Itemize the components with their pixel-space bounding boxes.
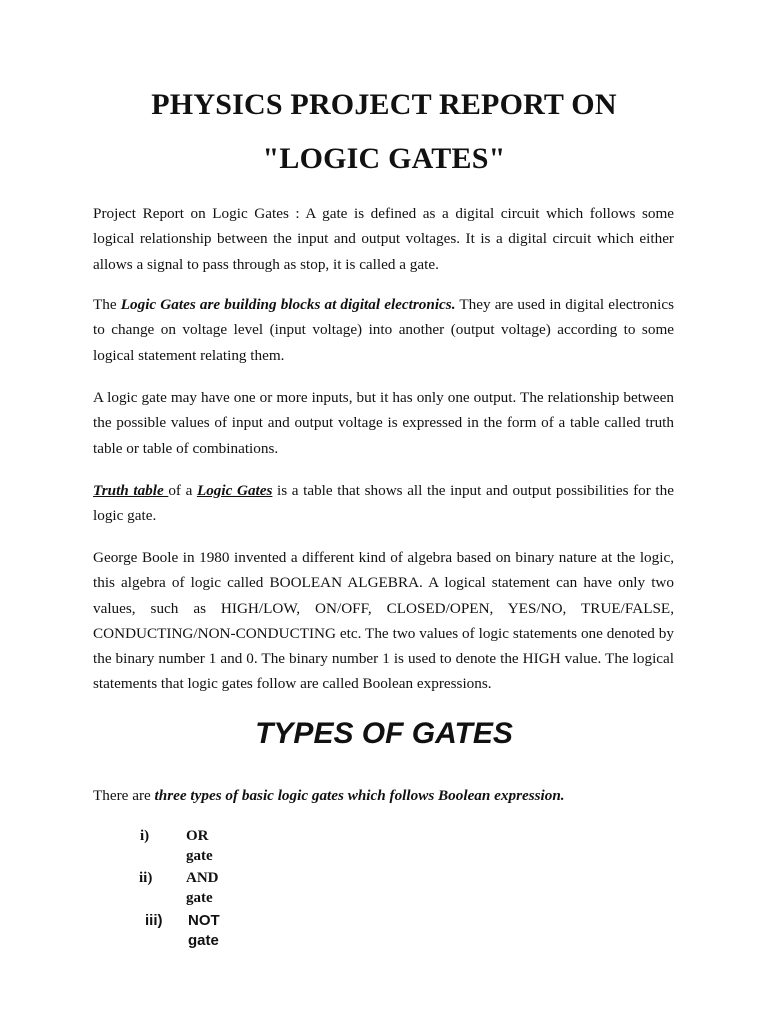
emphasis-text: three types of basic logic gates which follows Boolean expression. — [154, 787, 565, 804]
truth-table-term: Truth table — [93, 482, 169, 499]
inputs-outputs-paragraph: A logic gate may have one or more inputs, but it has only one output. The relationship between the possible values of input and output voltage is expressed in the form of a table called truth table or table of combinations. — [93, 389, 674, 457]
list-item-label: OR gate — [186, 828, 213, 864]
paragraph-text: There are — [93, 787, 155, 804]
intro-paragraph: Project Report on Logic Gates : A gate is defined as a digital circuit which follows some logical relationship between the input and output voltages. It is a digital circuit which either allows a signal to pass through as stop, it is called a gate. — [93, 205, 674, 273]
list-item-label: NOT gate — [188, 912, 220, 949]
document-title-line2: "LOGIC GATES" — [262, 142, 506, 175]
paragraph-text: is a table that shows all the input and output possibilities for the logic gate. — [93, 482, 674, 525]
paragraph-text: The — [93, 296, 121, 313]
list-item-label: AND gate — [186, 870, 219, 906]
list-item-number: iii) — [145, 912, 163, 929]
section-heading: TYPES OF GATES — [255, 717, 513, 750]
truth-table-paragraph — [93, 478, 674, 529]
paragraph-text: of a — [168, 482, 197, 499]
list-item-number: i) — [140, 828, 150, 844]
logic-gates-term: Logic Gates — [196, 482, 273, 499]
boolean-algebra-paragraph: George Boole in 1980 invented a different kind of algebra based on binary nature at the logic, this algebra of logic called BOOLEAN ALGEBRA. A logical statement can have only two values, such as HIGH/LOW, ON/OFF, CLOSED/OPEN, YES/NO, TRUE/FALSE, CONDUCTING/NON-CONDUCTING etc. The two values of logic statements one denoted by the binary number 1 and 0. The binary number 1 is used to denote the HIGH value. The logical statements that logic gates follow are called Boolean expressions. — [93, 549, 674, 693]
emphasis-text: Logic Gates are building blocks at digital electronics. — [120, 296, 456, 313]
list-item-number: ii) — [139, 870, 153, 886]
gate-types-intro — [93, 783, 565, 808]
building-blocks-paragraph — [93, 292, 674, 368]
paragraph-text: They are used in digital electronics to change on voltage level (input voltage) into another (output voltage) according to some logical statement relating them. — [93, 296, 674, 364]
document-title-line1: PHYSICS PROJECT REPORT ON — [151, 88, 617, 121]
